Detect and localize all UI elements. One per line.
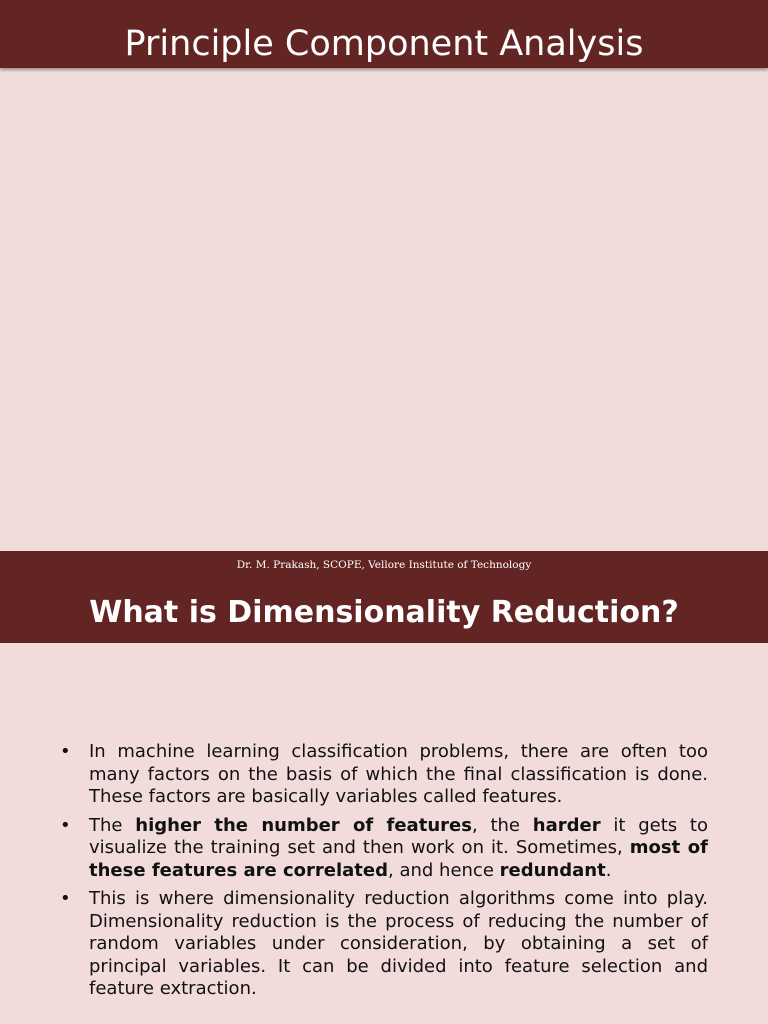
slide-header-bar [0,551,768,643]
bullet-item [60,888,708,1001]
footer-credit: Dr. M. Prakash, SCOPE, Vellore Institute of Technology [236,559,532,571]
bullet-symbol: • [60,814,71,836]
bullet-text: , and hence [388,859,500,881]
section-heading: What is Dimensionality Reduction? [89,595,679,630]
bullet-list [60,741,708,1007]
bullet-text-bold: higher the number of features [135,814,472,836]
bullet-text-bold: harder [532,814,601,836]
bullet-item [60,741,708,809]
bullet-text: it gets to visualize the training set and then work on it. Sometimes, [89,814,708,858]
bullet-symbol: • [60,888,71,909]
bullet-text-bold: most of these features are correlated [89,837,708,881]
bullet-text: This is where dimensionality reduction algorithms come into play. Dimensionality reduction is the process of reducing the number of random variables under consideration, by obtaining a set of principal variables. It can be divided into feature selection and feature extraction. [89,888,708,999]
bullet-text: The [89,814,136,836]
bullet-symbol: • [60,741,71,762]
slide-title-bar [0,0,768,68]
bullet-text: . [605,859,612,881]
slide-title: Principle Component Analysis [124,24,644,64]
bullet-text-bold: redundant [499,859,606,881]
bullet-text: In machine learning classification problems, there are often too many factors on the basis of which the final classification is done. These factors are basically variables called features. [89,741,708,807]
bullet-text: , the [471,814,533,836]
bullet-item [60,815,708,883]
